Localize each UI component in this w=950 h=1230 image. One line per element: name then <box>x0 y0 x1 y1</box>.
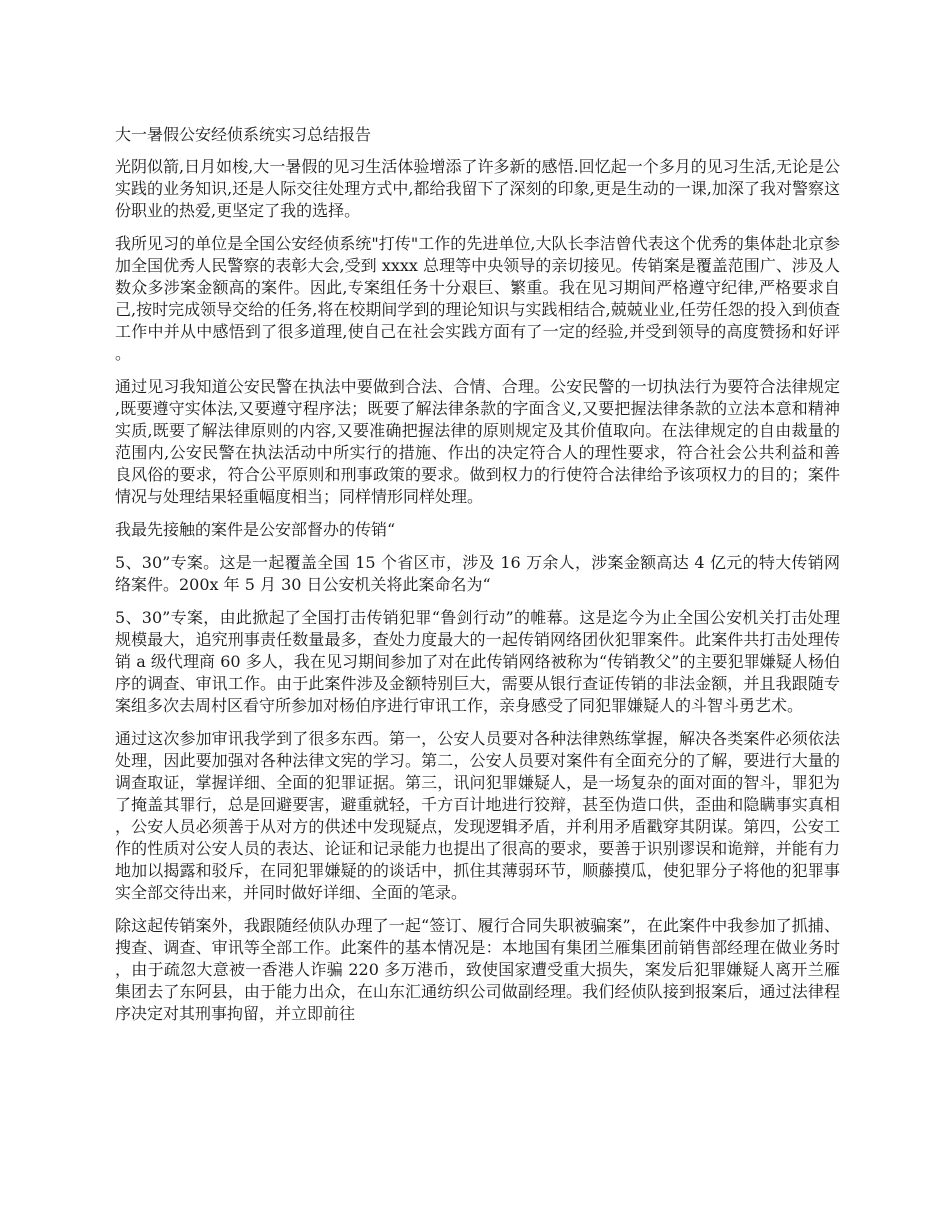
paragraph-2: 我所见习的单位是全国公安经侦系统"打传"工作的先进单位,大队长李洁曾代表这个优秀的集体赴北京参加全国优秀人民警察的表彰大会,受到 xxxx 总理等中央领导的亲切接见。传销案是覆盖范围广、涉及人数众多涉案金额高的案件。因此,专案组任务十分艰巨、繁重。我在见习期间严格遵守纪律,严格要求自己,按时完成领导交给的任务,将在校期间学到的理论知识与实践相结合,兢兢业业,任劳任怨的投入到侦查工作中并从中感悟到了很多道理,使自己在社会实践方面有了一定的经验,并受到领导的高度赞扬和好评。 <box>115 234 840 363</box>
paragraph-6: 5、30”专案，由此掀起了全国打击传销犯罪“鲁剑行动”的帷幕。这是迄今为止全国公安机关打击处理规模最大，追究刑事责任数量最多，查处力度最大的一起传销网络团伙犯罪案件。此案件共打击处理传销 a 级代理商 60 多人，我在见习期间参加了对在此传销网络被称为“传销教父”的主要犯罪嫌疑人杨伯序的调查、审讯工作。由于此案件涉及金额特别巨大，需要从银行查证传销的非法金额，并且我跟随专案组多次去周村区看守所参加对杨伯序进行审讯工作，亲身感受了同犯罪嫌疑人的斗智斗勇艺术。 <box>115 608 840 715</box>
paragraph-5: 5、30”专案。这是一起覆盖全国 15 个省区市，涉及 16 万余人，涉案金额高达 4 亿元的特大传销网络案件。200x 年 5 月 30 日公安机关将此案命名为“ <box>115 553 840 594</box>
paragraph-1: 光阴似箭,日月如梭,大一暑假的见习生活体验增添了许多新的感悟.回忆起一个多月的见习生活,无论是公实践的业务知识,还是人际交往处理方式中,都给我留下了深刻的印象,更是生动的一课,加深了我对警察这份职业的热爱,更坚定了我的选择。 <box>115 157 840 220</box>
paragraph-8: 除这起传销案外，我跟随经侦队办理了一起“签订、履行合同失职被骗案”，在此案件中我参加了抓捕、搜查、调查、审讯等全部工作。此案件的基本情况是：本地国有集团兰雁集团前销售部经理在做业务时，由于疏忽大意被一香港人诈骗 220 多万港币，致使国家遭受重大损失，案发后犯罪嫌疑人离开兰雁集团去了东阿县，由于能力出众，在山东汇通纺织公司做副经理。我们经侦队接到报案后，通过法律程序决定对其刑事拘留，并立即前往 <box>115 916 840 1023</box>
document-page <box>115 124 840 1036</box>
document-title: 大一暑假公安经侦系统实习总结报告 <box>115 125 372 144</box>
paragraph-7: 通过这次参加审讯我学到了很多东西。第一，公安人员要对各种法律熟练掌握，解决各类案件必须依法处理，因此要加强对各种法律文宪的学习。第二，公安人员要对案件有全面充分的了解，要进行大量的调查取证，掌握详细、全面的犯罪证据。第三，讯问犯罪嫌疑人，是一场复杂的面对面的智斗，罪犯为了掩盖其罪行，总是回避要害，避重就轻，千方百计地进行狡辩，甚至伪造口供，歪曲和隐瞒事实真相，公安人员必须善于从对方的供述中发现疑点，发现逻辑矛盾，并利用矛盾戳穿其阴谋。第四，公安工作的性质对公安人员的表达、论证和记录能力也提出了很高的要求，要善于识别谬误和诡辩，并能有力地加以揭露和驳斥，在同犯罪嫌疑的的谈话中，抓住其薄弱环节，顺藤摸瓜，使犯罪分子将他的犯罪事实全部交待出来，并同时做好详细、全面的笔录。 <box>115 729 840 902</box>
paragraph-3: 通过见习我知道公安民警在执法中要做到合法、合情、合理。公安民警的一切执法行为要符合法律规定,既要遵守实体法,又要遵守程序法；既要了解法律条款的字面含义,又要把握法律条款的立法本意和精神实质,既要了解法律原则的内容,又要准确把握法律的原则规定及其价值取向。在法律规定的自由裁量的范围内,公安民警在执法活动中所实行的措施、作出的决定符合人的理性要求，符合社会公共利益和善良风俗的要求，符合公平原则和刑事政策的要求。做到权力的行使符合法律给予该项权力的目的；案件情况与处理结果轻重幅度相当；同样情形同样处理。 <box>115 377 840 506</box>
paragraph-4: 我最先接触的案件是公安部督办的传销“ <box>115 520 396 539</box>
